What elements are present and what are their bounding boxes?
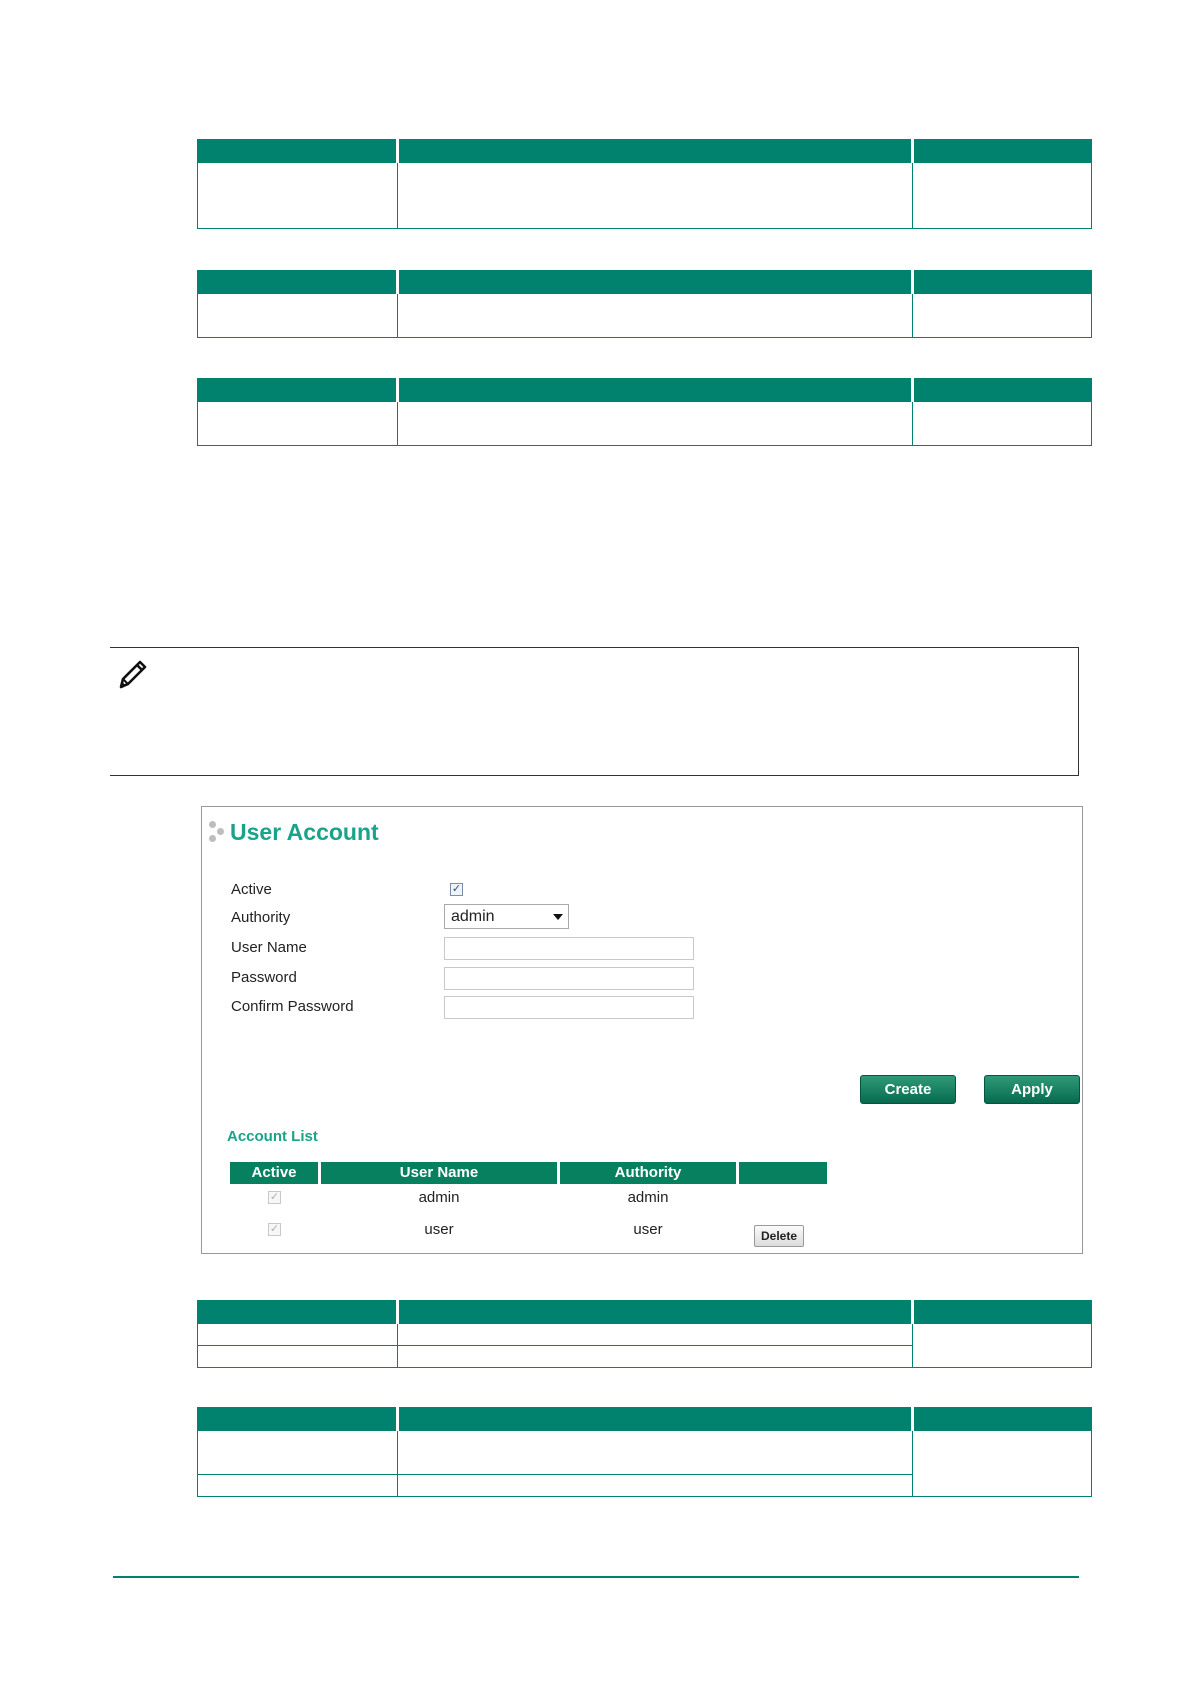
authority-select[interactable] <box>444 904 569 929</box>
row-user-name: user <box>424 1221 454 1238</box>
authority-select-value: admin <box>451 908 495 925</box>
header-authority: Authority <box>560 1162 736 1184</box>
chevron-down-icon <box>553 914 563 920</box>
header-user-name: User Name <box>321 1162 557 1184</box>
param-table-1 <box>197 139 1092 229</box>
param-table-2 <box>197 270 1092 338</box>
user-account-panel <box>201 806 1083 1254</box>
header-action <box>739 1162 827 1184</box>
password-label: Password <box>231 969 297 986</box>
row-active-checkbox: ✓ <box>269 1223 280 1235</box>
param-table-4 <box>197 1300 1092 1368</box>
row-user-name: admin <box>418 1189 460 1206</box>
delete-button[interactable]: Delete <box>754 1225 804 1247</box>
pencil-icon <box>116 657 150 691</box>
account-list-title: Account List <box>227 1128 318 1145</box>
row-authority: admin <box>627 1189 669 1206</box>
header-active: Active <box>230 1162 318 1184</box>
create-button[interactable]: Create <box>860 1075 956 1104</box>
param-table-3 <box>197 378 1092 446</box>
username-label: User Name <box>231 939 307 956</box>
dots-icon <box>208 821 230 843</box>
active-label: Active <box>231 881 272 898</box>
row-authority: user <box>633 1221 663 1238</box>
active-checkbox[interactable]: ✓ <box>451 883 462 895</box>
confirm-password-label: Confirm Password <box>231 998 354 1015</box>
confirm-password-input[interactable] <box>444 996 694 1019</box>
row-active-checkbox: ✓ <box>269 1191 280 1203</box>
param-table-5 <box>197 1407 1092 1497</box>
footer-divider <box>113 1576 1079 1578</box>
apply-button[interactable]: Apply <box>984 1075 1080 1104</box>
password-input[interactable] <box>444 967 694 990</box>
note-box <box>110 647 1079 776</box>
username-input[interactable] <box>444 937 694 960</box>
page-title: User Account <box>230 819 379 845</box>
authority-label: Authority <box>231 909 291 926</box>
